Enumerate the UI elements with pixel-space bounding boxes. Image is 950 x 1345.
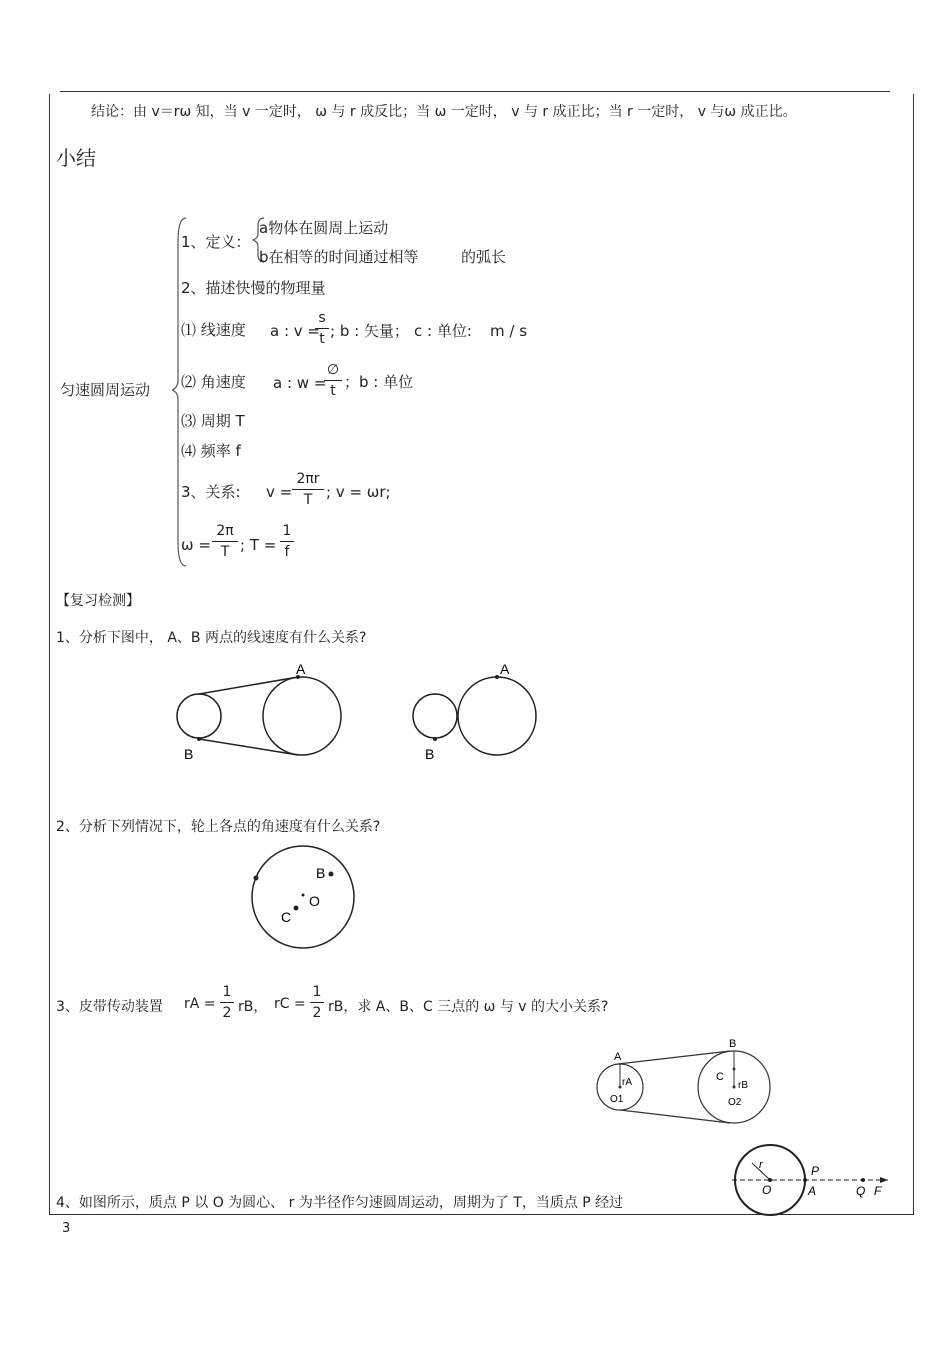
- wheel-label-o: O: [309, 893, 320, 909]
- question-3-rb1: rB，: [238, 999, 268, 1015]
- motion-label-o: O: [762, 1183, 772, 1197]
- belt-label-b: B: [729, 1038, 737, 1050]
- def-b-pre: b在相等的时间通过相等: [259, 248, 419, 266]
- def-label: 1、定义：: [181, 233, 251, 251]
- wheel-label-c: C: [281, 909, 292, 925]
- linear-formula-pre: a : v =: [270, 322, 320, 340]
- omega-num: 2π: [216, 523, 234, 539]
- angular-den: t: [330, 383, 336, 399]
- linear-formula-post: ; b : 矢量；: [330, 322, 409, 340]
- q3-num-2: 1: [312, 984, 322, 1000]
- fig2-label-b: B: [425, 746, 435, 762]
- q3-fraction-1: [220, 983, 234, 1022]
- belt-label-ra: rA: [622, 1077, 632, 1088]
- linear-fraction: [315, 309, 329, 348]
- relation-label: 3、关系:: [181, 483, 241, 501]
- period: ⑶ 周期 T: [181, 412, 245, 430]
- question-3-ra: rA =: [184, 996, 216, 1012]
- header-rule: [60, 91, 890, 92]
- wheel-figure: [245, 840, 365, 955]
- relation-v: v =: [266, 483, 293, 501]
- belt-drive-figure: [590, 1030, 780, 1135]
- relation-den: T: [303, 492, 313, 508]
- t-den: f: [284, 544, 290, 560]
- question-2: 2、分析下列情况下，轮上各点的角速度有什么关系?: [56, 819, 381, 835]
- question-3-pre: 3、皮带传动装置: [56, 999, 163, 1015]
- question-4: 4、如图所示，质点 P 以 O 为圆心、 r 为半径作匀速圆周运动，周期为了 T，当质点 P 经过: [56, 1195, 624, 1211]
- motion-label-a: A: [808, 1184, 817, 1198]
- fig1-label-b: B: [184, 746, 194, 762]
- belt-label-c: C: [716, 1071, 724, 1083]
- motion-label-r: r: [759, 1159, 763, 1171]
- angular-formula-post: ；b : 单位: [344, 373, 414, 391]
- relation-post: ; v = ωr;: [326, 483, 391, 501]
- linear-label: ⑴ 线速度: [181, 321, 246, 339]
- summary-title: 小结: [56, 146, 96, 170]
- q3-num-1: 1: [222, 984, 232, 1000]
- relation-num: 2πr: [296, 471, 320, 487]
- relation-fraction: [292, 470, 324, 509]
- def-a: a物体在圆周上运动: [259, 219, 389, 237]
- frequency: ⑷ 频率 f: [181, 442, 241, 460]
- page-number: 3: [62, 1221, 71, 1236]
- question-1: 1、分析下图中， A、B 两点的线速度有什么关系?: [56, 630, 367, 646]
- t-fraction: [280, 522, 294, 561]
- angular-fraction: [324, 361, 342, 400]
- t-num: 1: [282, 523, 292, 539]
- belt-figures: [160, 655, 560, 770]
- linear-unit: m / s: [490, 322, 528, 340]
- linear-unit-label: c : 单位:: [414, 322, 472, 340]
- angular-formula-pre: a : w =: [273, 374, 327, 392]
- angular-num: ∅: [326, 362, 340, 378]
- omega-den: T: [220, 544, 230, 560]
- omega-pre: ω =: [181, 536, 211, 554]
- review-title: 【复习检测】: [56, 593, 140, 609]
- belt-label-o2: O2: [728, 1097, 742, 1108]
- belt-label-o1: O1: [610, 1094, 624, 1105]
- q3-den-2: 2: [312, 1005, 322, 1021]
- t-pre: ; T =: [240, 536, 277, 554]
- item2: 2、描述快慢的物理量: [181, 279, 326, 297]
- belt-label-a: A: [614, 1051, 622, 1063]
- motion-label-p: P: [811, 1164, 820, 1178]
- q3-fraction-2: [310, 983, 324, 1022]
- question-3-rb2: rB，求 A、B、C 三点的 ω 与 v 的大小关系?: [328, 999, 609, 1015]
- question-3-rc: rC =: [274, 996, 306, 1012]
- linear-den: t: [319, 331, 325, 347]
- conclusion-text: 结论：由 v＝rω 知，当 v 一定时， ω 与 r 成反比；当 ω 一定时， v 与 r 成正比；当 r 一定时， v 与ω 成正比。: [91, 104, 797, 120]
- motion-label-q: Q: [856, 1184, 866, 1198]
- angular-label: ⑵ 角速度: [181, 373, 246, 391]
- omega-fraction: [212, 522, 238, 561]
- fig2-label-a: A: [500, 661, 510, 677]
- q3-den-1: 2: [222, 1005, 232, 1021]
- belt-label-rb: rB: [738, 1080, 748, 1091]
- motion-label-f: F: [874, 1184, 882, 1198]
- circular-motion-figure: [728, 1138, 898, 1216]
- linear-num: s: [318, 310, 326, 326]
- wheel-label-b: B: [316, 865, 326, 881]
- summary-root: 匀速圆周运动: [60, 381, 151, 399]
- def-b-post: 的弧长: [461, 248, 507, 266]
- fig1-label-a: A: [296, 661, 306, 677]
